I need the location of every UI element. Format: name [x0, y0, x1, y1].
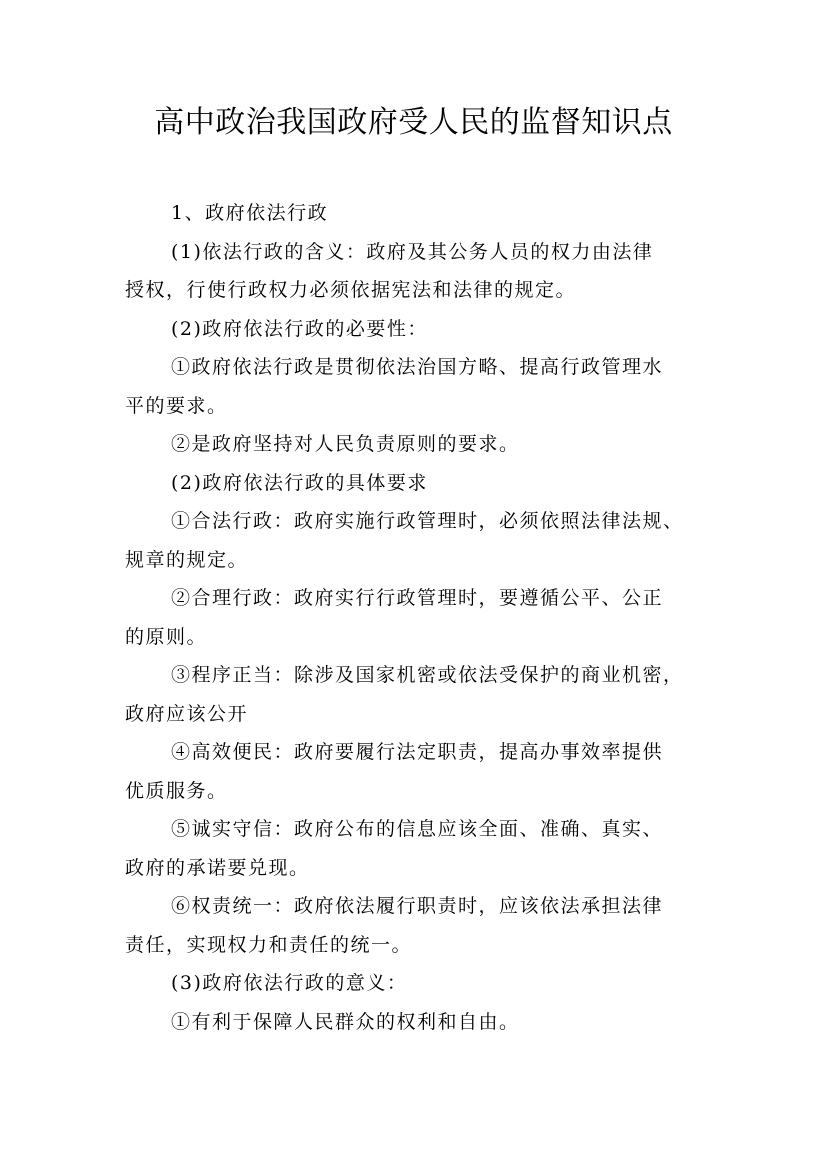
paragraph-line: (2)政府依法行政的具体要求 — [171, 471, 428, 494]
paragraph-line: (1)依法行政的含义：政府及其公务人员的权力由法律 — [171, 240, 654, 263]
paragraph-line: ③程序正当：除涉及国家机密或依法受保护的商业机密， — [171, 664, 684, 686]
paragraph-line: ⑥权责统一：政府依法履行职责时，应该依法承担法律 — [171, 895, 664, 917]
paragraph-line: ②是政府坚持对人民负责原则的要求。 — [171, 433, 520, 455]
paragraph-line: ④高效便民：政府要履行法定职责，提高办事效率提供 — [171, 741, 664, 763]
paragraph-line: 授权，行使行政权力必须依据宪法和法律的规定。 — [125, 279, 577, 301]
paragraph-line: ①有利于保障人民群众的权利和自由。 — [171, 1010, 520, 1033]
paragraph-line: 平的要求。 — [125, 394, 228, 417]
paragraph-line: ⑤诚实守信：政府公布的信息应该全面、准确、真实、 — [171, 818, 664, 840]
paragraph-line: ②合理行政：政府实行行政管理时，要遵循公平、公正 — [171, 587, 664, 609]
paragraph-line: 优质服务。 — [125, 779, 228, 802]
paragraph-line: (2)政府依法行政的必要性： — [171, 317, 428, 340]
paragraph-line: ①合法行政：政府实施行政管理时，必须依照法律法规、 — [171, 510, 684, 532]
paragraph-line: 政府的承诺要兑现。 — [125, 856, 310, 879]
paragraph-line: 政府应该公开 — [125, 702, 249, 725]
paragraph-line: 的原则。 — [125, 625, 208, 648]
paragraph-line: 规章的规定。 — [125, 548, 249, 571]
paragraph-line: 责任，实现权力和责任的统一。 — [125, 933, 413, 956]
paragraph-line: (3)政府依法行政的意义： — [171, 972, 408, 994]
document-title: 高中政治我国政府受人民的监督知识点 — [154, 105, 673, 140]
section-heading: 1、政府依法行政 — [171, 202, 329, 224]
document-body — [125, 194, 725, 1041]
paragraph-line: ①政府依法行政是贯彻依法治国方略、提高行政管理水 — [171, 356, 664, 378]
